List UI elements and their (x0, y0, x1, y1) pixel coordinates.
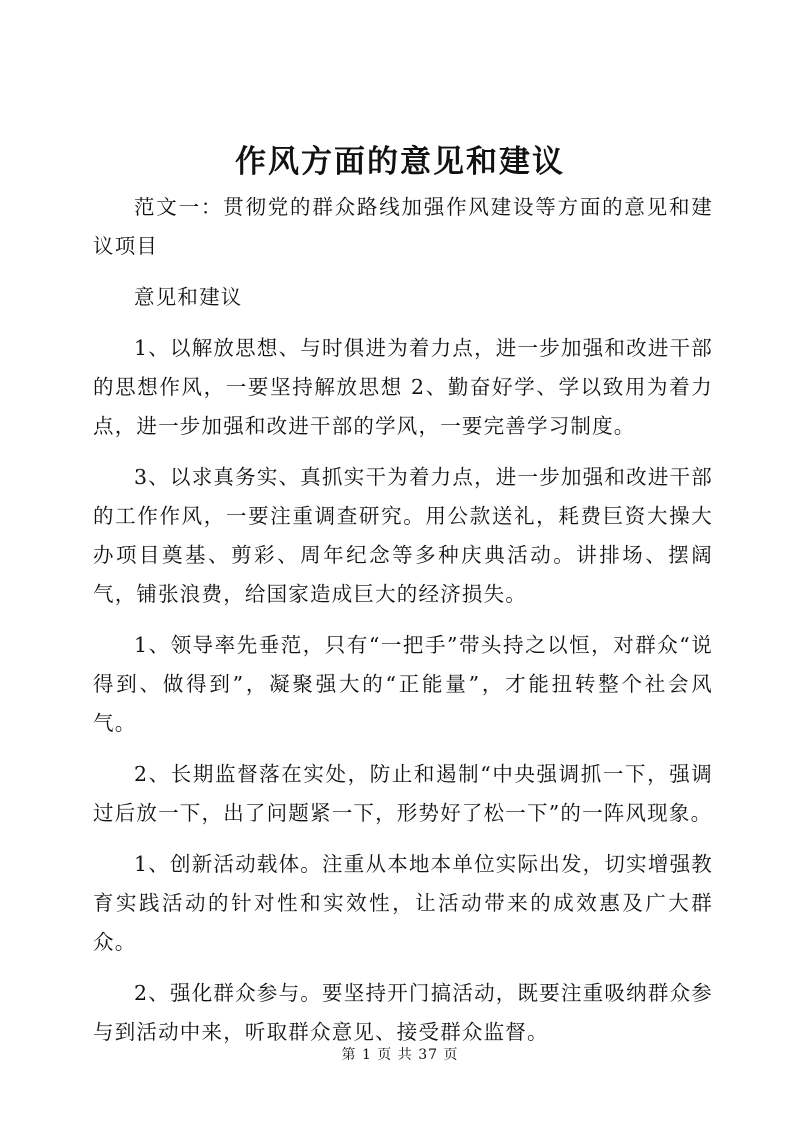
paragraph-8: 2、强化群众参与。要坚持开门搞活动，既要注重吸纳群众参与到活动中来，听取群众意见、接受群众监督。 (93, 981, 713, 1044)
paragraph-6: 2、长期监督落在实处，防止和遏制“中央强调抓一下，强调过后放一下，出了问题紧一下，形势好了松一下”的一阵风现象。 (93, 762, 713, 825)
document-title: 作风方面的意见和建议 (235, 144, 565, 180)
paragraph-5: 1、领导率先垂范，只有“一把手”带头持之以恒，对群众“说得到、做得到”，凝聚强大的“正能量”，才能扭转整个社会风气。 (93, 633, 713, 735)
paragraph-1: 范文一：贯彻党的群众路线加强作风建设等方面的意见和建议项目 (93, 195, 713, 258)
page-footer: 第 1 页 共 37 页 (341, 1047, 459, 1063)
paragraph-7: 1、创新活动载体。注重从本地本单位实际出发，切实增强教育实践活动的针对性和实效性，让活动带来的成效惠及广大群众。 (93, 852, 713, 954)
document-body (93, 188, 713, 1064)
paragraph-3: 1、以解放思想、与时俱进为着力点，进一步加强和改进干部的思想作风，一要坚持解放思想 2、勤奋好学、学以致用为着力点，进一步加强和改进干部的学风，一要完善学习制度。 (93, 336, 713, 438)
paragraph-2: 意见和建议 (134, 285, 243, 309)
paragraph-4: 3、以求真务实、真抓实干为着力点，进一步加强和改进干部的工作作风，一要注重调查研究。用公款送礼，耗费巨资大操大办项目奠基、剪彩、周年纪念等多种庆典活动。讲排场、摆阔气，铺张浪费，给国家造成巨大的经济损失。 (93, 465, 713, 606)
